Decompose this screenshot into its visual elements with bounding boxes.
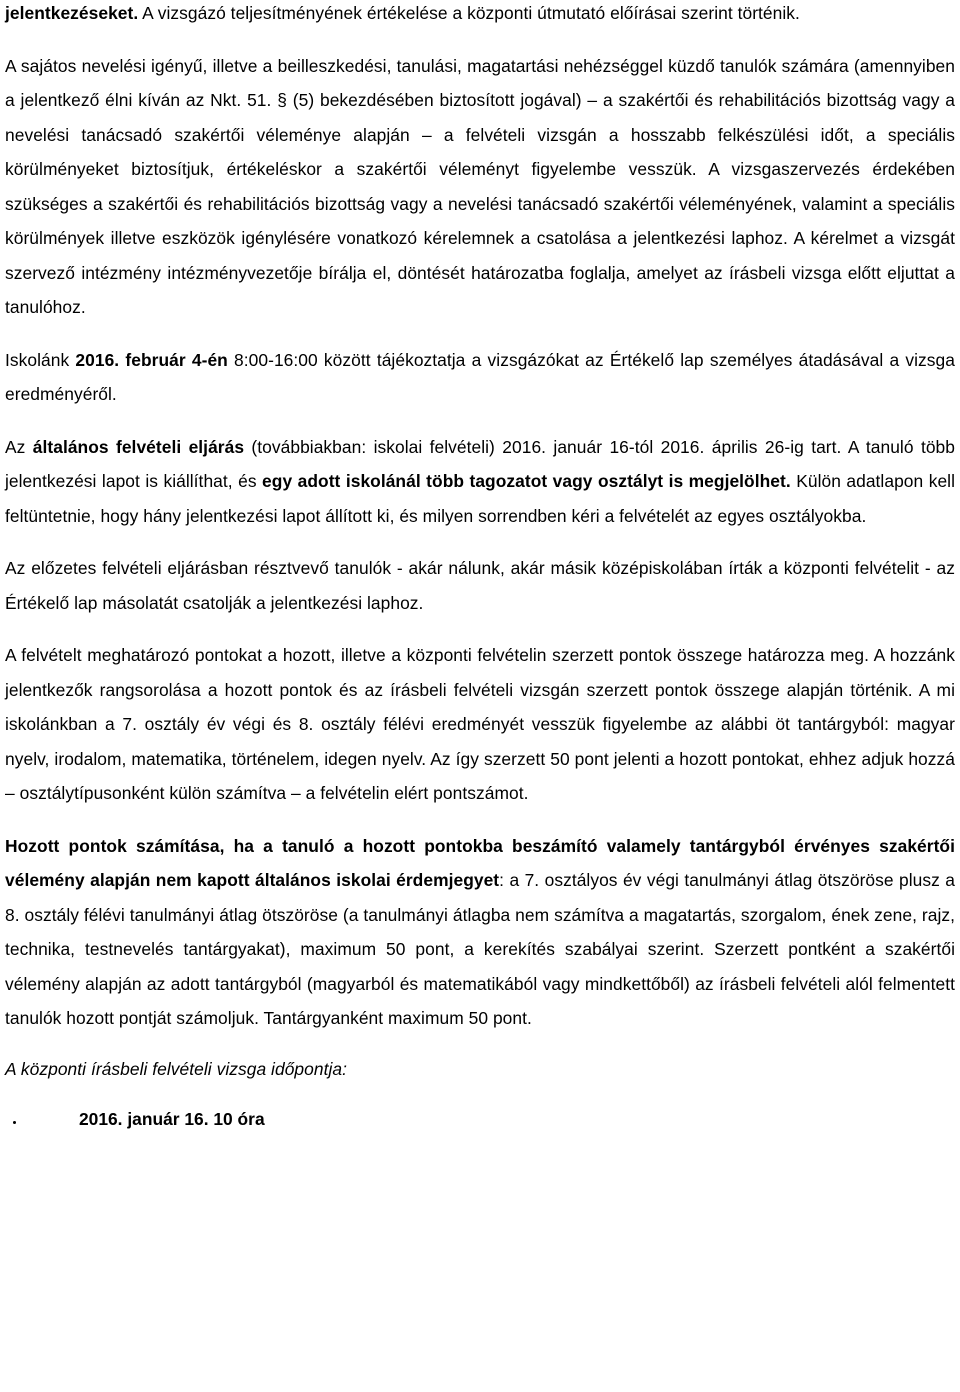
bullet-icon [13,1121,16,1124]
paragraph-general-procedure [5,430,955,534]
text: Külön adatlapon kell feltüntetnie, hogy hány jelentkezési lapot állított ki, és milyen sorrendben kéri a felvételét az egyes osztályokba. [5,471,955,526]
text: A központi írásbeli felvételi vizsga időpontja: [5,1058,347,1079]
list-item-text: 2016. január 16. 10 óra [79,1109,265,1129]
text: Az [5,436,33,457]
text: : a 7. osztályos év végi tanulmányi átlag ötszöröse plusz a 8. osztály félévi tanulmányi átlag ötszöröse (a tanulmányi átlagba nem számítva a magatartás, szorgalom, ének zene, rajz, technika, testnevelés tantárgyakat), maximum 50 pont, a kerekítés szabályai szerint. Szerzett pontként a szakértői vélemény alapján az adott tantárgyból (magyarból és matematikából vagy mindkettőből) az írásbeli felvételi alól felmentett tanulók hozott pontját számoljuk. Tantárgyanként maximum 50 pont. [5,870,956,1028]
text: A felvételt meghatározó pontokat a hozott, illetve a központi felvételin szerzett pontok összege határozza meg. A hozzánk jelentkezők rangsorolása a hozott pontok és az írásbeli felvételi vizsgán szerzett pontok összege alapján történik. A mi iskolánkban a 7. osztály év végi és 8. osztály félévi eredményét vesszük figyelembe az alábbi öt tantárgyból: magyar nyelv, irodalom, matematika, történelem, idegen nyelv. Az így szerzett 50 pont jelenti a hozott pontokat, ehhez adjuk hozzá – osztálytípusonként külön számítva – a felvételin elért pontszámot. [5,645,955,803]
exam-date-list [5,1102,955,1137]
text: (továbbiakban: iskolai felvételi) 2016. január 16-tól 2016. április 26-ig tart. A tanuló több jelentkezési lapot is kiállíthat, és [5,436,955,491]
text: 8:00-16:00 között tájékoztatja a vizsgázókat az Értékelő lap személyes átadásával a vizsga eredményéről. [5,349,955,404]
bold-text: Hozott pontok számítása, ha a tanuló a hozott pontokba beszámító valamely tantárgyból érvényes szakértői vélemény alapján nem kapott általános iskolai érdemjegyet [5,835,955,890]
text: A vizsgázó teljesítményének értékelése a központi útmutató előírásai szerint történik. [138,3,800,23]
paragraph-intro [5,0,955,31]
list-item [5,1102,955,1137]
bold-text: jelentkezéseket. [5,3,139,23]
paragraph-special-needs [5,49,955,325]
paragraph-previous-procedure [5,551,955,620]
text: Az előzetes felvételi eljárásban résztvevő tanulók - akár nálunk, akár másik középiskolában írták a központi felvételit - az Értékelő lap másolatát csatolják a jelentkezési laphoz. [5,558,955,613]
bold-text: egy adott iskolánál több tagozatot vagy osztályt is megjelölhet. [262,471,791,491]
bold-text: 2016. február 4-én [75,349,228,370]
paragraph-points-calculation [5,829,955,1036]
text: A sajátos nevelési igényű, illetve a beilleszkedési, tanulási, magatartási nehézséggel küzdő tanulók számára (amennyiben a jelentkező élni kíván az Nkt. 51. § (5) bekezdésében biztosított jogával) – a szakértői és rehabilitációs bizottság vagy a nevelési tanácsadó szakértői véleménye alapján – a felvételi vizsgán a hosszabb felkészülési időt, a speciális körülményeket biztosítjuk, értékeléskor a szakértői véleményt figyelembe vesszük. A vizsgaszervezés érdekében szükséges a szakértői és rehabilitációs bizottság vagy a nevelési tanácsadó szakértői véleményének, valamint a speciális körülmények illetve eszközök igénylésére vonatkozó kérelemnek a csatolása a jelentkezési laphoz. A kérelmet a vizsgát szervező intézmény intézményvezetője bírálja el, döntését határozatba foglalja, amelyet az írásbeli vizsga előtt eljuttat a tanulóhoz. [5,55,955,317]
paragraph-points [5,638,955,811]
paragraph-results-date [5,343,955,412]
exam-date-heading [5,1052,955,1087]
document-page [5,0,955,1137]
bold-text: általános felvételi eljárás [32,436,245,457]
text: Iskolánk [5,349,76,370]
